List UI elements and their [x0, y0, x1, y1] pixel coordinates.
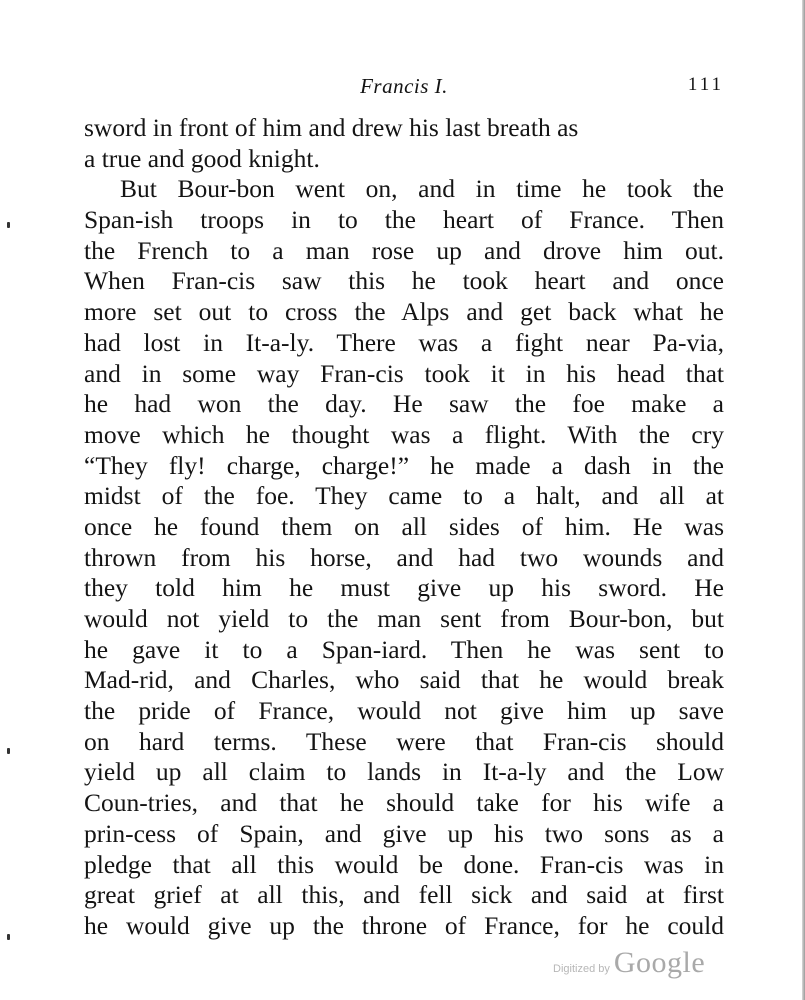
text-line: pledge that all this would be done. Fran-cis was in — [84, 849, 724, 879]
text-line: had lost in It-a-ly. There was a fight near Pa-via, — [84, 327, 724, 357]
text-line: But Bour-bon went on, and in time he took the — [120, 174, 724, 204]
text-line: When Fran-cis saw this he took heart and once — [84, 266, 724, 296]
text-line: more set out to cross the Alps and get back what he — [84, 297, 724, 327]
watermark-prefix: Digitized by — [553, 963, 610, 975]
margin-speck — [7, 748, 10, 754]
text-line: prin-cess of Spain, and give up his two sons as a — [84, 818, 724, 848]
text-line: he gave it to a Span-iard. Then he was sent to — [84, 634, 724, 664]
digitized-watermark — [553, 946, 705, 980]
text-line: great grief at all this, and fell sick and said at first — [84, 880, 724, 910]
body-text — [84, 113, 724, 942]
text-line: the pride of France, would not give him up save — [84, 696, 724, 726]
running-title: Francis I. — [360, 74, 448, 98]
text-line: on hard terms. These were that Fran-cis should — [84, 726, 724, 756]
text-line: they told him he must give up his sword. He — [84, 573, 724, 603]
running-head — [84, 74, 724, 104]
text-line: midst of the foe. They came to a halt, and all at — [84, 481, 724, 511]
text-line: the French to a man rose up and drove him out. — [84, 235, 724, 265]
text-line: once he found them on all sides of him. He was — [84, 511, 724, 541]
google-logo: Google — [613, 946, 706, 979]
page-number: 111 — [687, 74, 724, 95]
text-line: and in some way Fran-cis took it in his head that — [84, 358, 724, 388]
text-line: he had won the day. He saw the foe make a — [84, 389, 724, 419]
text-line: yield up all claim to lands in It-a-ly and the Low — [84, 757, 724, 787]
text-line: would not yield to the man sent from Bour-bon, but — [84, 604, 724, 633]
text-line: thrown from his horse, and had two wounds and — [84, 542, 724, 572]
margin-speck — [7, 934, 10, 940]
text-line: Span-ish troops in to the heart of France. Then — [84, 205, 724, 235]
text-line: “They fly! charge, charge!” he made a dash in the — [84, 450, 724, 480]
margin-speck — [7, 222, 10, 228]
text-line: Mad-rid, and Charles, who said that he would break — [84, 665, 724, 695]
text-line: a true and good knight. — [84, 143, 320, 173]
text-line: move which he thought was a flight. With the cry — [84, 419, 724, 449]
text-line: he would give up the throne of France, for he could — [84, 910, 724, 940]
text-line: sword in front of him and drew his last breath as — [84, 113, 579, 142]
text-line: Coun-tries, and that he should take for his wife a — [84, 788, 724, 818]
